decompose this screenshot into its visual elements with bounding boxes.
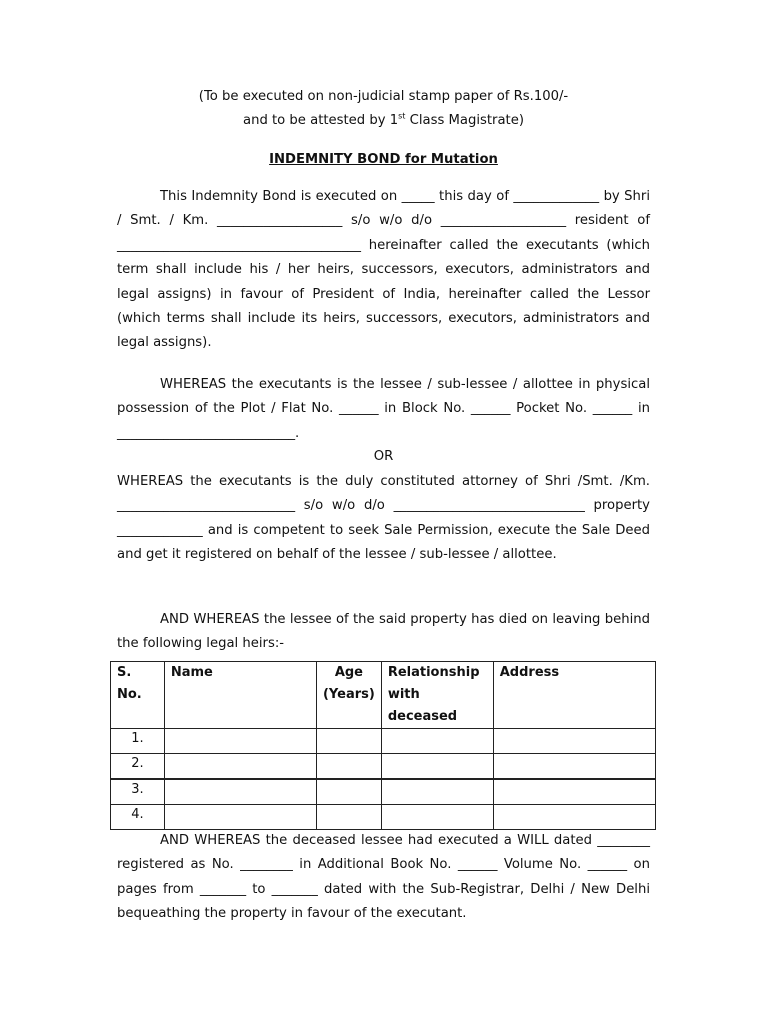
age-cell[interactable] <box>316 805 381 830</box>
attestation-text-end: Class Magistrate) <box>405 113 524 128</box>
attestation-note <box>117 111 650 131</box>
age-label: Age <box>334 665 363 680</box>
address-cell[interactable] <box>493 729 655 754</box>
column-header-name: Name <box>164 662 316 729</box>
column-header-address: Address <box>493 662 655 729</box>
legal-heirs-table <box>110 661 656 830</box>
column-header-sno: S. No. <box>111 662 165 729</box>
opening-paragraph: This Indemnity Bond is executed on _____ this day of _____________ by Shri / Smt. / Km. ___________________ s/o w/o d/o ___________________ resident of _____________________________________ hereinafter called the executants (which term shall include his / her heirs, successors, executors, administrators and legal assigns) in favour of President of India, hereinafter called the Lessor (which terms shall include its heirs, successors, executors, administrators and legal assigns). <box>117 189 650 351</box>
whereas-lessee-paragraph: WHEREAS the executants is the lessee / sub-lessee / allottee in physical possession of the Plot / Flat No. ______ in Block No. ______ Pocket No. ______ in ___________________________. <box>117 377 650 441</box>
relationship-label: Relationship <box>387 665 480 680</box>
address-cell[interactable] <box>493 754 655 780</box>
name-cell[interactable] <box>164 805 316 830</box>
address-cell[interactable] <box>493 805 655 830</box>
will-paragraph: AND WHEREAS the deceased lessee had executed a WILL dated ________ registered as No. ________ in Additional Book No. ______ Volume No. ______ on pages from _______ to _______ dated with the Sub-Registrar, Delhi / New Delhi bequeathing the property in favour of the executant. <box>117 833 650 922</box>
row-number: 1. <box>111 729 165 754</box>
relationship-cell[interactable] <box>381 779 493 805</box>
document-title: INDEMNITY BOND for Mutation <box>269 152 498 167</box>
or-separator: OR <box>373 449 394 464</box>
relationship-cell[interactable] <box>381 805 493 830</box>
table-row <box>111 779 656 805</box>
name-cell[interactable] <box>164 729 316 754</box>
ordinal-suffix: st <box>398 111 406 121</box>
row-number: 4. <box>111 805 165 830</box>
stamp-paper-note: (To be executed on non-judicial stamp paper of Rs.100/- <box>198 89 569 104</box>
column-header-relationship <box>381 662 493 729</box>
attestation-text: and to be attested by 1 <box>243 113 399 128</box>
table-row <box>111 805 656 830</box>
table-row <box>111 729 656 754</box>
age-cell[interactable] <box>316 729 381 754</box>
legal-heirs-paragraph: AND WHEREAS the lessee of the said property has died on leaving behind the following legal heirs:- <box>117 612 650 652</box>
table-row <box>111 754 656 780</box>
row-number: 2. <box>111 754 165 780</box>
address-cell[interactable] <box>493 779 655 805</box>
relationship-cell[interactable] <box>381 729 493 754</box>
row-number: 3. <box>111 779 165 805</box>
relationship-sub-label: with deceased <box>387 687 458 724</box>
table-header-row <box>111 662 656 729</box>
name-cell[interactable] <box>164 779 316 805</box>
whereas-attorney-paragraph: WHEREAS the executants is the duly constituted attorney of Shri /Smt. /Km. ___________________________ s/o w/o d/o _____________________________ property _____________ and is competent to seek Sale Permission, execute the Sale Deed and get it registered on behalf of the lessee / sub-lessee / allottee. <box>117 474 650 563</box>
age-unit-label: (Years) <box>322 687 375 702</box>
age-cell[interactable] <box>316 754 381 780</box>
relationship-cell[interactable] <box>381 754 493 780</box>
column-header-age <box>316 662 381 729</box>
age-cell[interactable] <box>316 779 381 805</box>
name-cell[interactable] <box>164 754 316 780</box>
